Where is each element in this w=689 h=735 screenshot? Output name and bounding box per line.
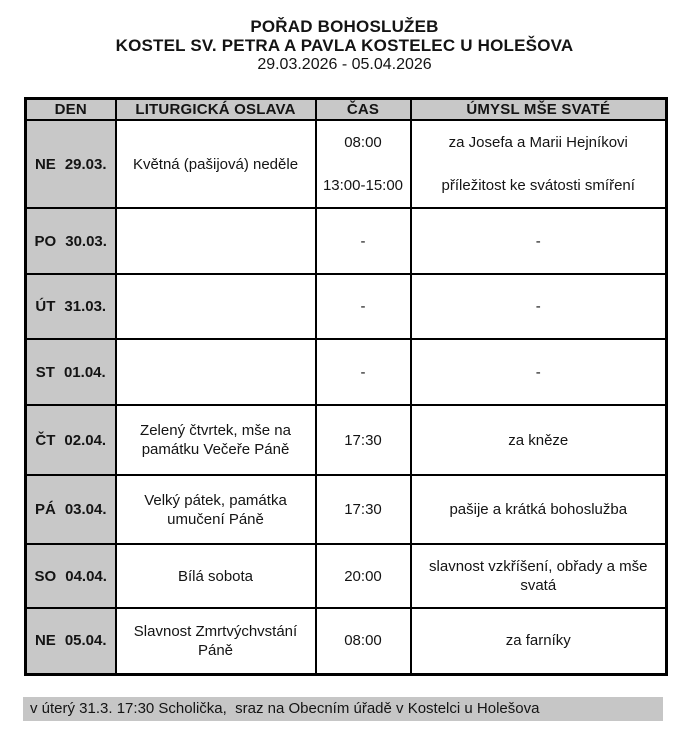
time-text: 13:00-15:00 <box>322 177 404 194</box>
celebration-cell: Bílá sobota <box>116 544 316 608</box>
date-range: 29.03.2026 - 05.04.2026 <box>257 56 432 73</box>
intention-cell: slavnost vzkříšení, obřady a mše svatá <box>411 544 667 608</box>
table-row-ne-29-03 <box>26 120 667 208</box>
celebration-cell <box>116 208 316 274</box>
day-cell <box>26 208 116 274</box>
table-row-ne-05-04 <box>26 608 667 674</box>
intention-cell <box>411 120 667 208</box>
time-cell <box>316 120 411 208</box>
day-cell <box>26 475 116 544</box>
time-cell: 08:00 <box>316 608 411 674</box>
celebration-cell <box>116 339 316 405</box>
intention-text: příležitost ke svátosti smíření <box>441 177 635 194</box>
table-row-po-30-03 <box>26 208 667 274</box>
intention-cell: - <box>411 274 667 339</box>
day-abbrev: ÚT <box>35 298 56 315</box>
time-cell: 20:00 <box>316 544 411 608</box>
table-row-st-01-04 <box>26 339 667 405</box>
day-date: 05.04. <box>64 632 107 650</box>
col-header-time: ČAS <box>316 99 411 121</box>
day-abbrev: ST <box>35 363 55 381</box>
day-date: 03.04. <box>64 501 107 518</box>
day-abbrev: SO <box>34 567 57 585</box>
day-date: 04.04. <box>65 567 107 585</box>
intention-cell: za kněze <box>411 405 667 475</box>
table-row-ut-31-03 <box>26 274 667 339</box>
celebration-cell <box>116 274 316 339</box>
day-cell <box>26 608 116 674</box>
time-cell: - <box>316 208 411 274</box>
col-header-celebration: LITURGICKÁ OSLAVA <box>116 99 316 121</box>
day-abbrev: ČT <box>35 431 56 449</box>
time-cell: - <box>316 274 411 339</box>
day-cell <box>26 120 116 208</box>
celebration-cell <box>116 120 316 208</box>
celebration-cell: Zelený čtvrtek, mše na památku Večeře Páně <box>116 405 316 475</box>
col-header-intention: ÚMYSL MŠE SVATÉ <box>411 99 667 121</box>
day-abbrev: NE <box>34 632 56 650</box>
celebration-cell: Velký pátek, památka umučení Páně <box>116 475 316 544</box>
col-header-day: DEN <box>26 99 116 121</box>
day-cell <box>26 544 116 608</box>
time-cell: - <box>316 339 411 405</box>
day-cell <box>26 274 116 339</box>
day-date: 01.04. <box>63 363 106 381</box>
time-text: 08:00 <box>344 134 382 151</box>
day-date: 31.03. <box>64 298 107 315</box>
table-row-pa-03-04 <box>26 475 667 544</box>
day-date: 02.04. <box>64 431 107 449</box>
page-title: POŘAD BOHOSLUŽEB <box>250 17 439 36</box>
footer-note: v úterý 31.3. 17:30 Scholička, sraz na Obecním úřadě v Kostelci u Holešova <box>23 697 663 721</box>
day-abbrev: PO <box>34 232 57 250</box>
table-row-so-04-04 <box>26 544 667 608</box>
celebration-cell: Slavnost Zmrtvýchvstání Páně <box>116 608 316 674</box>
time-cell: 17:30 <box>316 405 411 475</box>
day-abbrev: PÁ <box>34 501 56 518</box>
day-date: 30.03. <box>65 232 107 250</box>
intention-cell: pašije a krátká bohoslužba <box>411 475 667 544</box>
document-header <box>0 0 689 75</box>
day-cell <box>26 339 116 405</box>
intention-cell: za farníky <box>411 608 667 674</box>
table-row-ct-02-04 <box>26 405 667 475</box>
page-subtitle: KOSTEL SV. PETRA A PAVLA KOSTELEC U HOLEŠOVA <box>115 36 574 55</box>
time-cell: 17:30 <box>316 475 411 544</box>
intention-cell: - <box>411 339 667 405</box>
day-cell <box>26 405 116 475</box>
intention-cell: - <box>411 208 667 274</box>
day-abbrev: NE <box>34 155 56 173</box>
celebration-text: Květná (pašijová) neděle <box>132 155 299 173</box>
intention-text: za Josefa a Marii Hejníkovi <box>448 134 628 151</box>
table-header-row <box>26 99 667 121</box>
day-date: 29.03. <box>64 155 107 173</box>
schedule-table <box>24 97 668 676</box>
